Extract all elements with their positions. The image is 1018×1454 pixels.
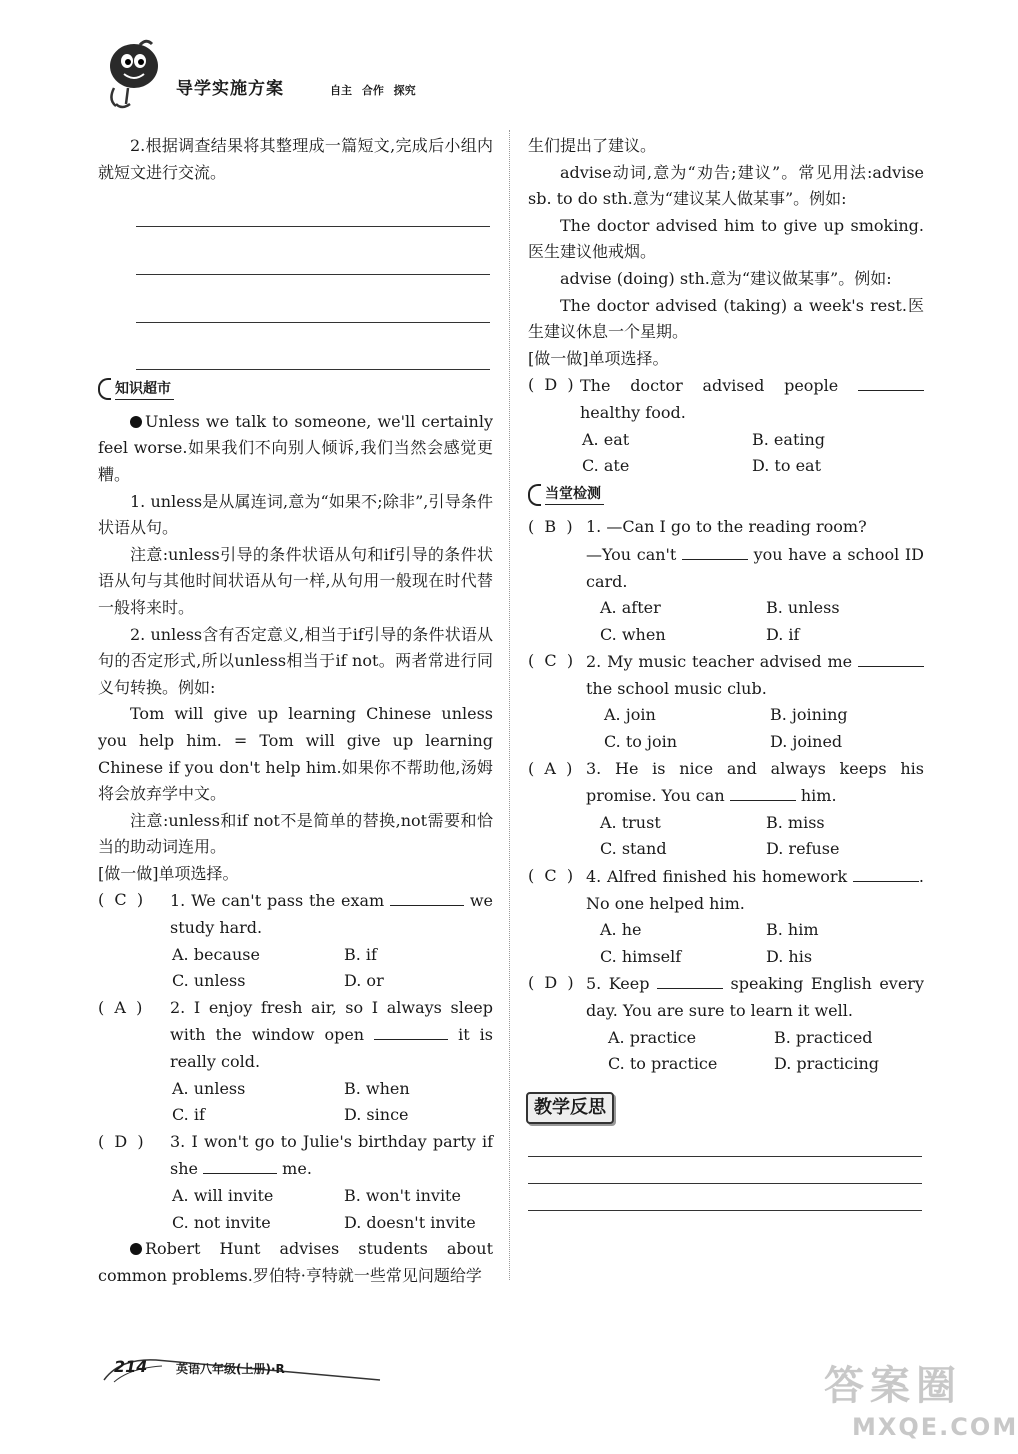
mascot-logo [100, 40, 162, 110]
advise-example-2: The doctor advised (taking) a week's rest.医生建议休息一个星期。 [528, 295, 924, 342]
left-question-2 [98, 995, 493, 1129]
example-sentence: Tom will give up learning Chinese unless you help him. = Tom will give up learning Chinese if you don't help him.如果你不帮助他,汤姆将会放弃学中文。 [98, 704, 493, 804]
option: A. unless [172, 1078, 246, 1098]
option: B. unless [766, 598, 840, 618]
left-question-1 [98, 887, 493, 994]
practice-label: [做一做]单项选择。 [98, 863, 239, 883]
answer-blank [730, 782, 796, 801]
option: C. when [600, 624, 666, 644]
writing-line [136, 335, 490, 370]
option: B. if [344, 944, 377, 964]
note-2: 注意:unless和if not不是简单的替换,not需要和恰当的助动词连用。 [98, 810, 493, 857]
option: D. practicing [774, 1054, 879, 1074]
options [528, 595, 924, 648]
writing-line [528, 1184, 922, 1211]
left-column [98, 133, 493, 1289]
options [528, 1025, 924, 1078]
section-tag-label: 当堂检测 [545, 484, 604, 505]
options [528, 810, 924, 863]
options [528, 427, 924, 480]
answer-mark: ( D ) [98, 1131, 144, 1151]
note-1: 注意:unless引导的条件状语从句和if引导的条件状语从句与其他时间状语从句一样,从句用一般现在时代替一般将来时。 [98, 544, 493, 617]
option: C. if [172, 1105, 205, 1125]
test-question-5 [528, 970, 924, 1077]
test-question-1 [528, 514, 924, 648]
option: C. himself [600, 946, 682, 966]
option: C. not invite [172, 1212, 271, 1232]
test-question-2 [528, 648, 924, 755]
reflection-lines [528, 1130, 924, 1211]
option: C. stand [600, 839, 667, 859]
practice-label: [做一做]单项选择。 [528, 348, 669, 368]
option: A. eat [582, 429, 630, 449]
answer-mark: ( C ) [528, 651, 574, 671]
question-stem: 3. He is nice and always keeps his promise. You can him. [586, 758, 924, 806]
right-column [528, 133, 924, 1211]
question-stem: 1. We can't pass the exam we study hard. [170, 887, 493, 941]
option: A. he [600, 920, 642, 940]
advise-usage-2: advise (doing) sth.意为“建议做某事”。例如: [560, 268, 892, 288]
answer-blank [390, 887, 464, 906]
answer-mark: ( D ) [528, 375, 574, 395]
options [98, 942, 493, 995]
answer-blank [374, 1021, 448, 1040]
option: C. to practice [608, 1054, 718, 1074]
writing-line [136, 288, 490, 323]
page-number: 214 [114, 1357, 148, 1376]
answer-blank [203, 1155, 277, 1174]
writing-lines [98, 192, 493, 370]
key-sentence: Unless we talk to someone, we'll certainly feel worse.如果我们不向别人倾诉,我们当然会感觉更糟。 [98, 411, 493, 484]
question-stem: 2. I enjoy fresh air, so I always sleep with the window open it is really cold. [170, 997, 494, 1072]
question-stem: 1. —Can I go to the reading room? —You can't you have a school ID card. [586, 517, 924, 591]
option: A. practice [608, 1027, 697, 1047]
writing-line [528, 1157, 922, 1184]
option: B. him [766, 920, 819, 940]
option: A. after [600, 598, 661, 618]
section-tag-knowledge [98, 378, 174, 400]
answer-blank [682, 541, 748, 560]
answer-blank [858, 372, 924, 391]
question-stem: 2. My music teacher advised me the school music club. [586, 648, 924, 702]
option: D. joined [770, 732, 843, 752]
question-stem: The doctor advised people healthy food. [580, 372, 924, 426]
answer-mark: ( C ) [528, 866, 574, 886]
answer-blank [657, 970, 723, 989]
test-question-4 [528, 863, 924, 970]
left-question-3 [98, 1129, 493, 1236]
right-practice-question [528, 372, 924, 479]
advise-usage-1: advise动词,意为“劝告;建议”。常见用法:advise sb. to do sth.意为“建议某人做某事”。例如: [528, 162, 924, 209]
task-2-text: 2.根据调查结果将其整理成一篇短文,完成后小组内就短文进行交流。 [98, 136, 493, 182]
option: B. miss [766, 812, 825, 832]
answer-blank [858, 648, 924, 667]
answer-mark: ( C ) [98, 890, 144, 910]
bracket-icon [98, 378, 111, 400]
header-subtitle: 自主 合作 探究 [330, 84, 416, 97]
options [98, 1183, 493, 1236]
header-title: 导学实施方案 [176, 79, 284, 99]
answer-mark: ( B ) [528, 517, 573, 537]
column-divider [509, 130, 510, 1280]
test-question-3 [528, 756, 924, 863]
writing-line [136, 192, 490, 227]
option: D. since [344, 1105, 409, 1125]
option: D. to eat [752, 456, 822, 476]
answer-mark: ( A ) [528, 758, 573, 778]
question-stem: 3. I won't go to Julie's birthday party if she me. [170, 1131, 493, 1179]
option: C. to join [604, 732, 678, 752]
option: C. ate [582, 456, 630, 476]
option: D. if [766, 624, 800, 644]
option: D. refuse [766, 839, 840, 859]
options [528, 917, 924, 970]
bracket-icon [528, 484, 541, 506]
option: A. will invite [172, 1186, 274, 1205]
point-2: 2. unless含有否定意义,相当于if引导的条件状语从句的否定形式,所以unless相当于if not。两者常进行同义句转换。例如: [98, 624, 493, 697]
continued-text: 生们提出了建议。 [528, 136, 657, 155]
option: A. join [604, 705, 656, 725]
options [528, 702, 924, 755]
option: B. when [344, 1078, 410, 1098]
option: C. unless [172, 971, 246, 991]
writing-line [528, 1130, 922, 1157]
option: B. eating [752, 429, 826, 449]
option: D. his [766, 946, 813, 966]
knowledge-item-1 [98, 409, 493, 489]
answer-mark: ( A ) [98, 997, 143, 1017]
question-stem: 4. Alfred finished his homework . No one helped him. [586, 863, 924, 917]
option: B. won't invite [344, 1186, 461, 1205]
answer-blank [853, 863, 919, 882]
options [98, 1076, 493, 1129]
watermark-url: MXQE.COM [852, 1413, 1018, 1441]
watermark-logo-text: 答案圈 [824, 1363, 962, 1409]
bullet-icon [130, 416, 142, 428]
teaching-reflection-tag: 教学反思 [526, 1092, 614, 1124]
footer-book-title: 英语八年级(上册)·R [176, 1362, 285, 1376]
section-tag-test [528, 484, 604, 506]
bullet-icon [130, 1243, 142, 1255]
option: D. or [344, 971, 384, 991]
writing-line [136, 240, 490, 275]
knowledge-item-2: Robert Hunt advises students about common problems.罗伯特·亨特就一些常见问题给学 [98, 1239, 493, 1285]
option: A. because [172, 944, 260, 964]
answer-mark: ( D ) [528, 973, 574, 993]
option: B. joining [770, 705, 848, 725]
point-1: 1. unless是从属连词,意为“如果不;除非”,引导条件状语从句。 [98, 491, 493, 538]
question-stem: 5. Keep speaking English every day. You are sure to learn it well. [586, 970, 924, 1024]
section-tag-label: 知识超市 [115, 379, 174, 400]
option: D. doesn't invite [344, 1212, 476, 1232]
advise-example-1: The doctor advised him to give up smoking.医生建议他戒烟。 [528, 215, 924, 262]
option: B. practiced [774, 1027, 873, 1047]
option: A. trust [600, 812, 661, 832]
